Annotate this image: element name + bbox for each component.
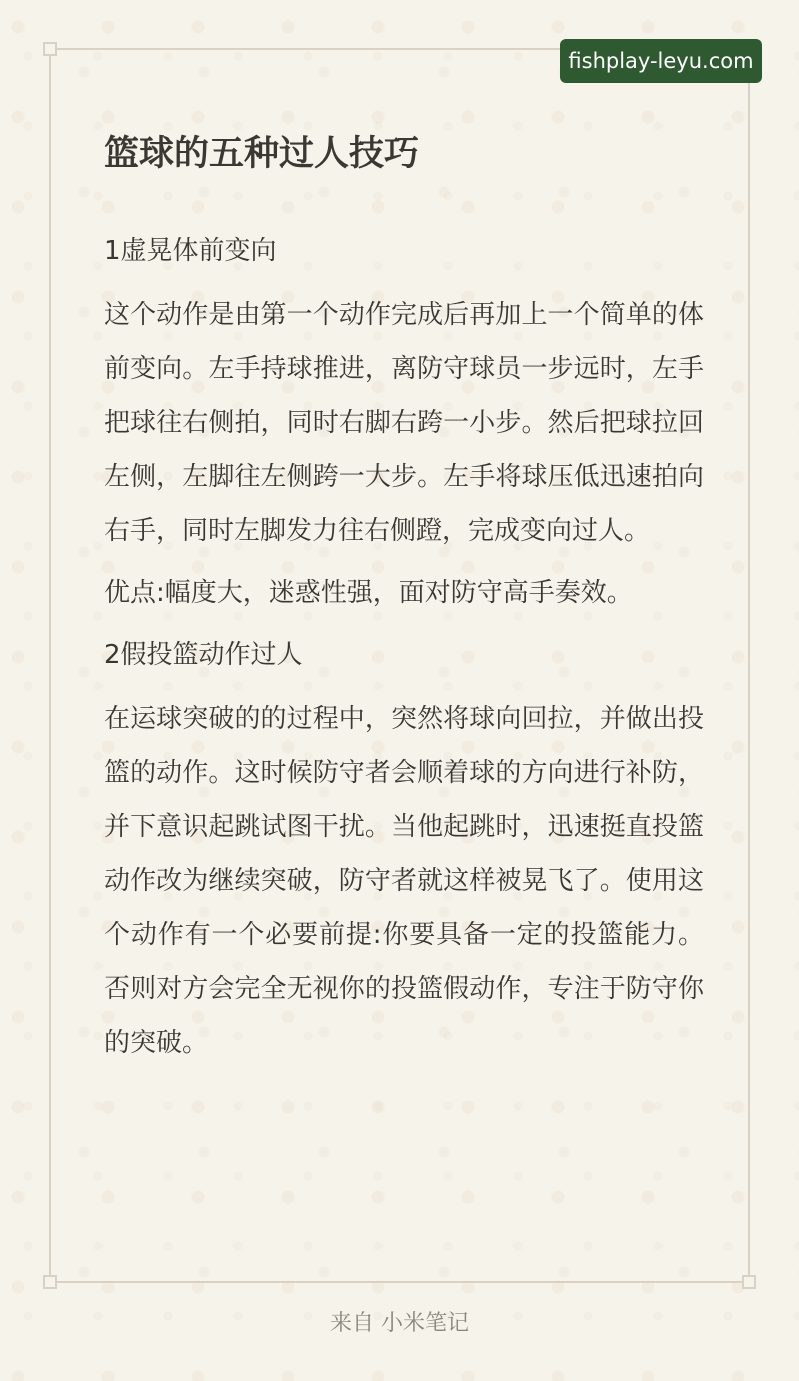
watermark-badge: fishplay-leyu.com [560, 39, 762, 83]
section-heading: 1虚晃体前变向 [104, 236, 277, 266]
note-content [104, 128, 704, 1078]
frame-corner-ornament [43, 42, 57, 56]
section-paragraph: 优点:幅度大，迷惑性强，面对防守高手奏效。 [104, 578, 633, 608]
section-paragraph: 这个动作是由第一个动作完成后再加上一个简单的体前变向。左手持球推进，离防守球员一步远时，左手把球往右侧拍，同时右脚右跨一小步。然后把球拉回左侧，左脚往左侧跨一大步。左手将球压低迅速拍向右手，同时左脚发力往右侧蹬，完成变向过人。 [104, 300, 704, 546]
section-paragraph: 在运球突破的的过程中，突然将球向回拉，并做出投篮的动作。这时候防守者会顺着球的方向进行补防，并下意识起跳试图干扰。当他起跳时，迅速挺直投篮动作改为继续突破，防守者就这样被晃飞了。使用这个动作有一个必要前提:你要具备一定的投篮能力。否则对方会完全无视你的投篮假动作，专注于防守你的突破。 [104, 704, 704, 1058]
app-source-footer: 来自 小米笔记 [330, 1311, 469, 1336]
section-heading: 2假投篮动作过人 [104, 640, 303, 670]
frame-corner-ornament [742, 1275, 756, 1289]
frame-corner-ornament [43, 1275, 57, 1289]
note-title: 篮球的五种过人技巧 [104, 134, 420, 174]
